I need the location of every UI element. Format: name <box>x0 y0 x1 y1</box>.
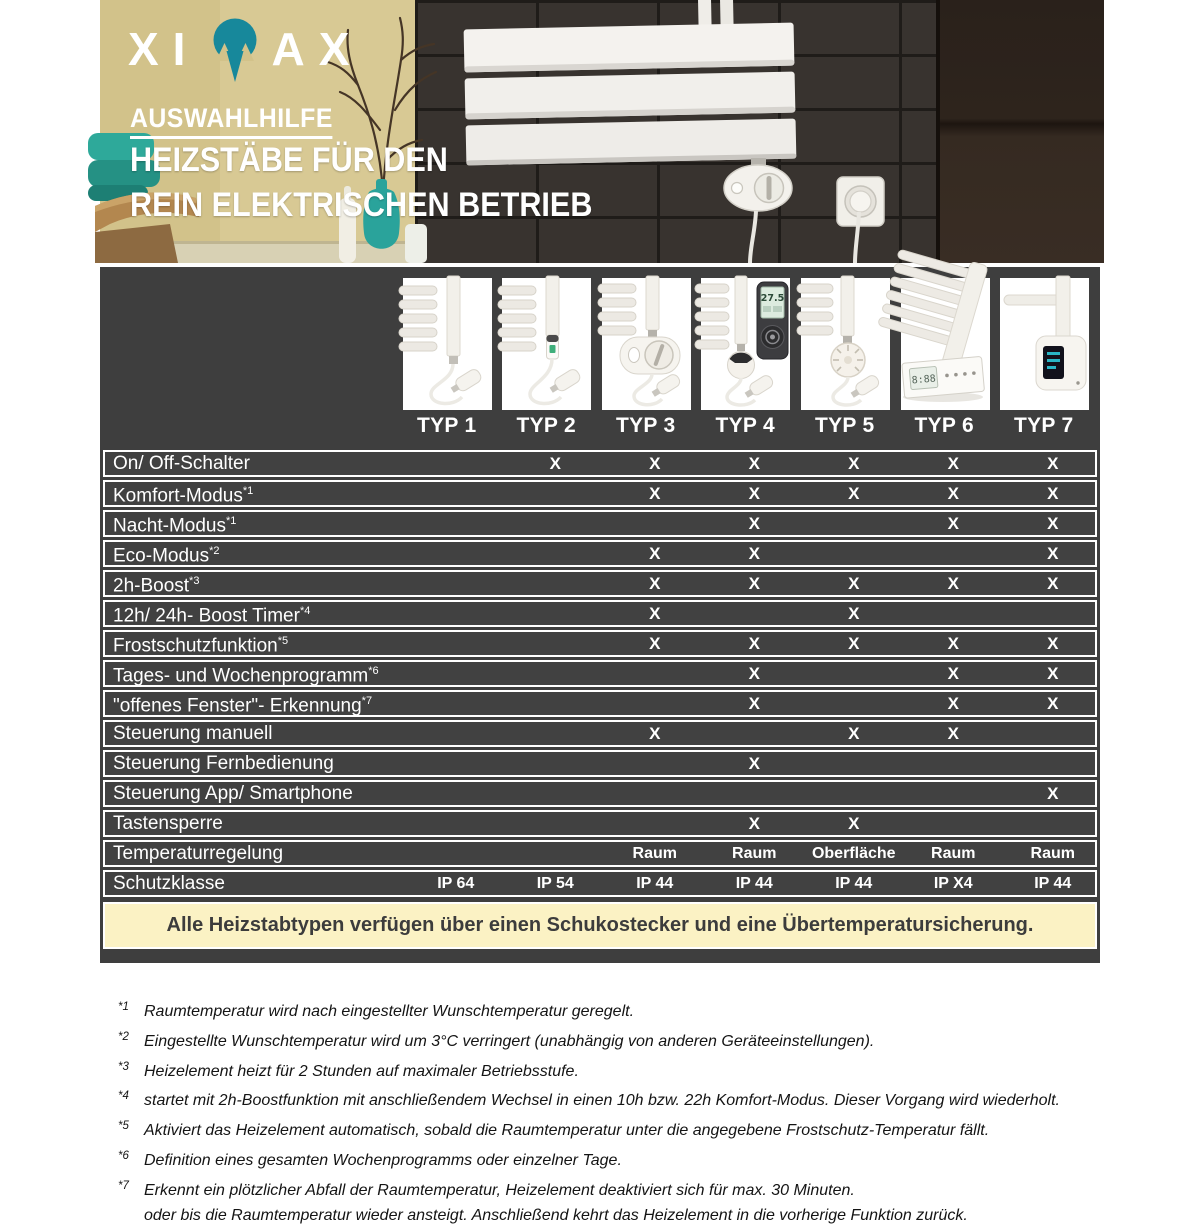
remote-control <box>757 282 788 359</box>
feature-check: X <box>649 574 661 593</box>
row-label: Nacht-Modus$^{*1}$ <box>113 514 237 537</box>
row-label: Eco-Modus$^{*2}$ <box>113 544 220 567</box>
product-image-typ-3 <box>602 278 691 410</box>
ximax-m-icon <box>209 18 261 84</box>
row-label: Steuerung manuell <box>113 723 273 744</box>
column-header-typ-3: TYP 3 <box>616 414 676 437</box>
feature-check: X <box>947 514 959 533</box>
table-row <box>103 870 1097 897</box>
table-row <box>103 660 1097 687</box>
feature-check: X <box>947 454 959 473</box>
table-row <box>103 540 1097 567</box>
feature-check: X <box>649 484 661 503</box>
feature-check: X <box>748 574 760 593</box>
product-image-typ-1 <box>403 278 492 410</box>
feature-check: X <box>649 634 661 653</box>
footnote: *4 startet mit 2h-Boostfunktion mit anschließendem Wechsel in einen 10h bzw. 22h Komfort-Modus. Dieser Vorgang wird wiederholt. <box>118 1090 1060 1110</box>
table-row <box>103 750 1097 777</box>
footnotes-list <box>118 995 1138 1228</box>
logo-text-right: AX <box>271 23 364 75</box>
table-row <box>103 480 1097 507</box>
feature-check: X <box>848 634 860 653</box>
table-row <box>103 570 1097 597</box>
feature-check: X <box>947 574 959 593</box>
feature-check: X <box>1047 514 1059 533</box>
feature-check: X <box>848 814 860 833</box>
feature-check: X <box>947 634 959 653</box>
table-row <box>103 450 1097 477</box>
feature-check: X <box>848 574 860 593</box>
hero-wall-socket <box>837 177 884 263</box>
table-row <box>103 510 1097 537</box>
table-row <box>103 690 1097 717</box>
row-label: Frostschutzfunktion$^{*5}$ <box>113 634 289 657</box>
column-header-typ-6: TYP 6 <box>914 414 974 437</box>
feature-check: X <box>748 454 760 473</box>
feature-check: X <box>1047 694 1059 713</box>
feature-value: IP 44 <box>1034 875 1072 892</box>
logo-text-left: XI <box>128 23 200 75</box>
feature-check: X <box>848 454 860 473</box>
table-row <box>103 840 1097 867</box>
feature-check: X <box>748 544 760 563</box>
info-banner-text: Alle Heizstabtypen verfügen über einen Schukostecker und eine Übertemperatursicherung. <box>166 914 1034 936</box>
feature-value: Raum <box>732 845 777 862</box>
feature-check: X <box>1047 544 1059 563</box>
hero-radiator <box>463 0 796 165</box>
row-label: Tages- und Wochenprogramm$^{*6}$ <box>113 664 379 687</box>
feature-check: X <box>649 604 661 623</box>
feature-check: X <box>649 724 661 743</box>
comparison-table-panel <box>100 267 1100 963</box>
feature-check: X <box>947 694 959 713</box>
feature-check: X <box>748 754 760 773</box>
feature-check: X <box>549 454 561 473</box>
table-row <box>103 810 1097 837</box>
footnote: *1 Raumtemperatur wird nach eingestellter Wunschtemperatur geregelt. <box>118 1001 635 1020</box>
feature-check: X <box>649 544 661 563</box>
row-label: "offenes Fenster"- Erkennung$^{*7}$ <box>113 694 373 717</box>
feature-check: X <box>748 694 760 713</box>
row-label: Steuerung Fernbedienung <box>113 753 334 774</box>
hero-title-line2: REIN ELEKTRISCHEN BETRIEB <box>130 186 593 224</box>
column-header-typ-4: TYP 4 <box>715 414 775 437</box>
column-header-typ-7: TYP 7 <box>1014 414 1074 437</box>
svg-text:27.5: 27.5 <box>760 293 785 304</box>
footnote: *3 Heizelement heizt für 2 Stunden auf maximaler Betriebsstufe. <box>118 1060 579 1080</box>
row-label: Komfort-Modus$^{*1}$ <box>113 484 254 507</box>
feature-check: X <box>1047 664 1059 683</box>
hero-title-line1: HEIZSTÄBE FÜR DEN <box>130 141 448 179</box>
feature-check: X <box>748 484 760 503</box>
feature-check: X <box>1047 574 1059 593</box>
feature-check: X <box>748 814 760 833</box>
feature-value: IP X4 <box>933 875 973 892</box>
feature-check: X <box>947 484 959 503</box>
table-row <box>103 780 1097 807</box>
feature-value: Oberfläche <box>811 845 896 862</box>
feature-value: IP 44 <box>835 875 873 892</box>
typ-label-row <box>397 414 1094 438</box>
column-header-typ-1: TYP 1 <box>417 414 477 437</box>
info-banner <box>103 902 1097 949</box>
feature-value: Raum <box>1030 845 1075 862</box>
feature-check: X <box>748 664 760 683</box>
row-label: 2h-Boost$^{*3}$ <box>113 574 200 597</box>
footnote: *6 Definition eines gesamten Wochenprogramms oder einzelner Tage. <box>118 1149 622 1169</box>
row-label: Temperaturregelung <box>113 843 284 864</box>
feature-check: X <box>1047 634 1059 653</box>
footnote: *2 Eingestellte Wunschtemperatur wird um 3°C verringert (unabhängig von anderen Geräteeinstellungen). <box>118 1030 875 1050</box>
row-label: Tastensperre <box>113 813 223 834</box>
feature-check: X <box>848 724 860 743</box>
feature-value: IP 54 <box>536 875 574 892</box>
table-row <box>103 630 1097 657</box>
feature-check: X <box>748 634 760 653</box>
product-image-typ-4 <box>701 278 790 410</box>
column-header-typ-5: TYP 5 <box>815 414 875 437</box>
feature-check: X <box>947 724 959 743</box>
footnote: oder bis die Raumtemperatur wieder ansteigt. Anschließend kehrt das Heizelement in die vorherige Funktion zurück. <box>144 1206 968 1224</box>
row-label: On/ Off-Schalter <box>113 453 250 474</box>
feature-check: X <box>1047 484 1059 503</box>
row-label: 12h/ 24h- Boost Timer$^{*4}$ <box>113 604 311 627</box>
hero-eyebrow: AUSWAHLHILFE <box>130 103 333 139</box>
product-image-typ-5 <box>801 278 890 410</box>
footnote: *7 Erkennt ein plötzlicher Abfall der Raumtemperatur, Heizelement deaktiviert sich für max. 30 Minuten. <box>118 1179 855 1199</box>
product-image-typ-6 <box>901 278 990 410</box>
feature-value: IP 44 <box>735 875 773 892</box>
hero-heating-control <box>724 158 792 263</box>
product-image-typ-7 <box>1000 278 1089 410</box>
column-header-typ-2: TYP 2 <box>516 414 576 437</box>
svg-text:8:88: 8:88 <box>911 373 937 387</box>
feature-check: X <box>1047 784 1059 803</box>
row-label: Schutzklasse <box>113 873 225 894</box>
feature-check: X <box>1047 454 1059 473</box>
feature-check: X <box>649 454 661 473</box>
table-row <box>103 600 1097 627</box>
ximax-logo <box>128 18 363 84</box>
feature-value: Raum <box>931 845 976 862</box>
table-row <box>103 720 1097 747</box>
feature-check: X <box>748 514 760 533</box>
footnote: *5 Aktiviert das Heizelement automatisch, sobald die Raumtemperatur unter die angegebene Frostschutz-Temperatur fällt. <box>118 1120 990 1140</box>
feature-value: Raum <box>632 845 677 862</box>
hero-banner <box>100 0 1100 263</box>
feature-value: IP 64 <box>437 875 475 892</box>
feature-check: X <box>947 664 959 683</box>
feature-table-body <box>103 450 1097 900</box>
product-image-typ-2 <box>502 278 591 410</box>
row-label: Steuerung App/ Smartphone <box>113 783 353 804</box>
feature-check: X <box>848 484 860 503</box>
feature-value: IP 44 <box>636 875 674 892</box>
feature-check: X <box>848 604 860 623</box>
